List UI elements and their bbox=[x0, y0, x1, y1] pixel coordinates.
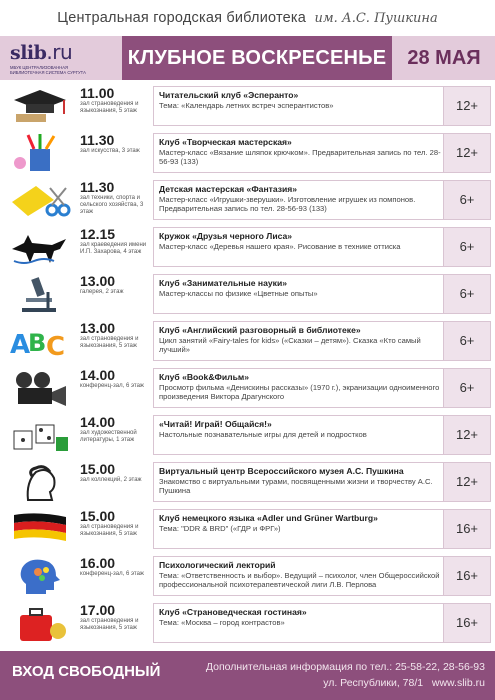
address-line bbox=[206, 675, 485, 691]
event-time: 16.00 bbox=[80, 555, 116, 571]
event-place: зал художественной литературы, 1 этаж bbox=[80, 430, 137, 443]
event-place: зал краеведения имени И.П. Захарова, 4 этаж bbox=[80, 242, 147, 255]
event-title: Детская мастерская «Фантазия» bbox=[159, 184, 298, 194]
event-row bbox=[0, 178, 495, 222]
event-description: Тема: «Ответственность и выбор». Ведущий – психолог, член Общероссийской профессиональной психотерапевтической лиги Л.В. Перлова bbox=[159, 571, 440, 589]
art-supplies-icon bbox=[8, 133, 72, 173]
contact-info bbox=[206, 659, 485, 691]
event-row bbox=[0, 507, 495, 551]
event-time: 13.00 bbox=[80, 273, 116, 289]
event-title: Читательский клуб «Эсперанто» bbox=[159, 90, 299, 100]
pushkin-portrait-icon bbox=[8, 462, 72, 502]
event-row bbox=[0, 460, 495, 504]
event-time: 14.00 bbox=[80, 367, 116, 383]
event-description: Мастер-класс «Игрушки-зверушки». Изготовление игрушек из помпонов. Предварительная запись по тел. 28-56-93 (133) bbox=[159, 195, 416, 213]
event-place: зал техники, спорта и сельского хозяйства, 3 этаж bbox=[80, 195, 144, 215]
event-title: Клуб «Занимательные науки» bbox=[159, 278, 288, 288]
event-card bbox=[153, 603, 491, 643]
event-card bbox=[153, 274, 491, 314]
event-description: Тема: "DDR & BRD" («ГДР и ФРГ») bbox=[159, 524, 281, 533]
event-time: 11.00 bbox=[80, 85, 115, 101]
event-card bbox=[153, 509, 491, 549]
event-place: галерея, 2 этаж bbox=[80, 289, 124, 295]
event-row bbox=[0, 225, 495, 269]
event-title: Клуб «Book&Фильм» bbox=[159, 372, 250, 382]
event-description: Знакомство с виртуальными турами, посвященными жизни и творчеству А.С. Пушкина bbox=[159, 477, 433, 495]
event-place: конференц-зал, 6 этаж bbox=[80, 571, 144, 577]
event-description: Мастер-класс «Вязание шляпок крючком». Предварительная запись по тел. 28-56-93 (133) bbox=[159, 148, 441, 166]
phone-info: Дополнительная информация по тел.: 25-58-22, 28-56-93 bbox=[205, 661, 485, 673]
graduation-cap-icon bbox=[8, 86, 72, 126]
event-row bbox=[0, 272, 495, 316]
event-row bbox=[0, 319, 495, 363]
event-row bbox=[0, 554, 495, 598]
age-rating-badge: 6+ bbox=[443, 369, 490, 407]
event-row bbox=[0, 601, 495, 645]
event-title: Клуб «Творческая мастерская» bbox=[159, 137, 292, 147]
scissors-paper-icon bbox=[8, 180, 72, 220]
event-description: Настольные познавательные игры для детей и подростков bbox=[159, 430, 367, 439]
german-flag-icon bbox=[8, 509, 72, 549]
svg-text:C: C bbox=[46, 332, 66, 361]
event-description: Тема: «Москва – город контрастов» bbox=[159, 618, 285, 627]
event-place: зал страноведения и языкознания, 5 этаж bbox=[80, 101, 139, 114]
event-row bbox=[0, 366, 495, 410]
event-time: 15.00 bbox=[80, 508, 116, 524]
age-rating-badge: 6+ bbox=[443, 275, 490, 313]
event-description: Тема: «Календарь летних встреч эсперантистов» bbox=[159, 101, 334, 110]
fox-icon bbox=[8, 227, 72, 267]
event-description: Мастер-класс «Деревья нашего края». Рисование в технике оттиска bbox=[159, 242, 401, 251]
library-header bbox=[0, 0, 495, 36]
event-card bbox=[153, 227, 491, 267]
event-description: Мастер-классы по физике «Цветные опыты» bbox=[159, 289, 318, 298]
logo-mark: slib.ru bbox=[10, 40, 73, 64]
footer-bar bbox=[0, 651, 495, 700]
website-link[interactable]: www.slib.ru bbox=[431, 677, 485, 689]
age-rating-badge: 12+ bbox=[443, 87, 490, 125]
event-time: 14.00 bbox=[80, 414, 116, 430]
event-description: Цикл занятий «Fairy-tales for kids» («Сказки – детям»). Сказка «Кто самый лучший» bbox=[159, 336, 421, 354]
event-card bbox=[153, 180, 491, 220]
event-time: 13.00 bbox=[80, 320, 116, 336]
film-camera-icon bbox=[8, 368, 72, 408]
event-place: зал коллекций, 2 этаж bbox=[80, 477, 142, 483]
event-card bbox=[153, 321, 491, 361]
microscope-icon bbox=[8, 274, 72, 314]
event-row bbox=[0, 84, 495, 128]
banner-date: 28 МАЯ bbox=[407, 47, 481, 69]
event-card bbox=[153, 462, 491, 502]
event-card bbox=[153, 133, 491, 173]
event-card bbox=[153, 556, 491, 596]
age-rating-badge: 12+ bbox=[443, 134, 490, 172]
event-time: 17.00 bbox=[80, 602, 116, 618]
event-time: 11.30 bbox=[80, 179, 115, 195]
library-signature: им. А.С. Пушкина bbox=[314, 11, 438, 26]
event-title: Клуб «Английский разговорный в библиотеке» bbox=[159, 325, 361, 335]
logo-subtitle: МБУК ЦЕНТРАЛИЗОВАННАЯ БИБЛИОТЕЧНАЯ СИСТЕМА СУРГУТА bbox=[10, 65, 86, 75]
library-name: Центральная городская библиотека bbox=[57, 10, 307, 26]
event-title: Психологический лекторий bbox=[159, 560, 276, 570]
event-title: Виртуальный центр Всероссийского музея А.С. Пушкина bbox=[159, 466, 404, 476]
age-rating-badge: 6+ bbox=[443, 322, 490, 360]
age-rating-badge: 6+ bbox=[443, 181, 490, 219]
brain-head-icon bbox=[8, 556, 72, 596]
event-card bbox=[153, 368, 491, 408]
event-place: зал страноведения и языкознания, 5 этаж bbox=[80, 524, 139, 537]
event-card bbox=[153, 86, 491, 126]
address: ул. Республики, 78/1 bbox=[323, 677, 424, 689]
event-time: 12.15 bbox=[80, 226, 116, 242]
age-rating-badge: 12+ bbox=[443, 416, 490, 454]
event-title: Клуб «Страноведческая гостиная» bbox=[159, 607, 307, 617]
age-rating-badge: 6+ bbox=[443, 228, 490, 266]
free-entry-label: ВХОД СВОБОДНЫЙ bbox=[12, 663, 161, 680]
event-title: Клуб немецкого языка «Adler und Grüner Wartburg» bbox=[159, 513, 378, 523]
event-place: зал искусства, 3 этаж bbox=[80, 148, 140, 154]
svg-text:A: A bbox=[10, 330, 31, 360]
dice-icon bbox=[8, 415, 72, 455]
event-place: зал страноведения и языкознания, 5 этаж bbox=[80, 618, 139, 631]
slib-logo[interactable] bbox=[8, 38, 118, 80]
event-time: 11.30 bbox=[80, 132, 115, 148]
age-rating-badge: 16+ bbox=[443, 557, 490, 595]
event-place: конференц-зал, 6 этаж bbox=[80, 383, 144, 389]
suitcase-icon bbox=[8, 603, 72, 643]
abc-blocks-icon bbox=[8, 321, 72, 361]
event-place: зал страноведения и языкознания, 5 этаж bbox=[80, 336, 139, 349]
age-rating-badge: 16+ bbox=[443, 510, 490, 548]
event-row bbox=[0, 413, 495, 457]
event-row bbox=[0, 131, 495, 175]
age-rating-badge: 16+ bbox=[443, 604, 490, 642]
event-card bbox=[153, 415, 491, 455]
svg-text:B: B bbox=[28, 329, 47, 357]
event-description: Просмотр фильма «Денискины рассказы» (1970 г.), экранизации одноименного произведения Виктора Драгунского bbox=[159, 383, 440, 401]
age-rating-badge: 12+ bbox=[443, 463, 490, 501]
event-time: 15.00 bbox=[80, 461, 116, 477]
event-title: Кружок «Друзья черного Лиса» bbox=[159, 231, 293, 241]
banner-title: КЛУБНОЕ ВОСКРЕСЕНЬЕ bbox=[122, 36, 392, 80]
event-title: «Читай! Играй! Общайся!» bbox=[159, 419, 272, 429]
